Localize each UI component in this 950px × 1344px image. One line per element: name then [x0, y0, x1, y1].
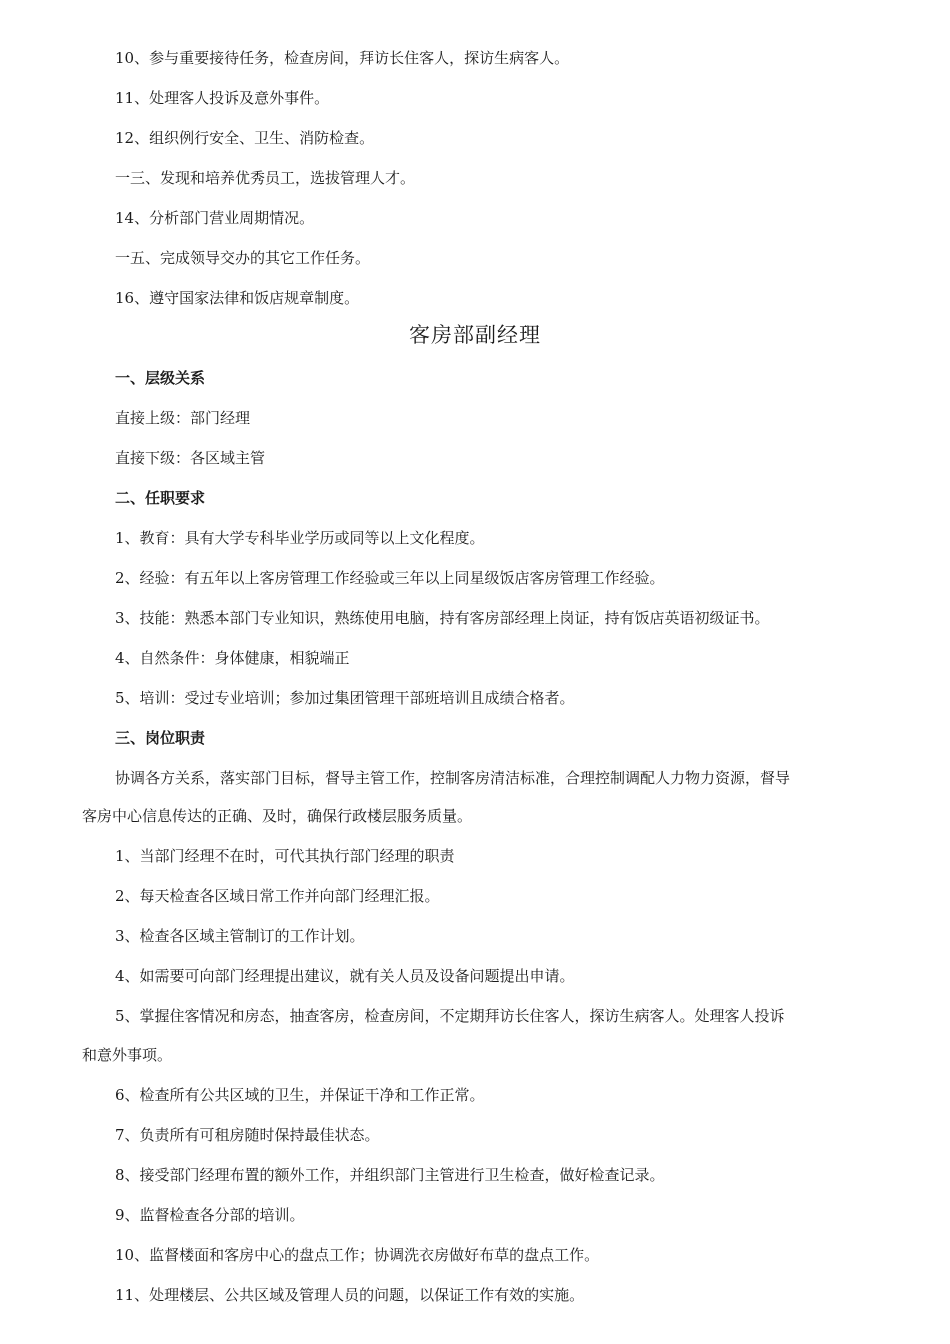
duty-item: 一三、发现和培养优秀员工，选拔管理人才。: [115, 169, 416, 187]
requirement-item: 5、培训：受过专业培训；参加过集团管理干部班培训且成绩合格者。: [115, 689, 575, 707]
requirement-item: 2、经验：有五年以上客房管理工作经验或三年以上同星级饭店客房管理工作经验。: [115, 569, 665, 587]
duty-intro-continued: 客房中心信息传达的正确、及时，确保行政楼层服务质量。: [82, 807, 473, 825]
duty-item: 10、参与重要接待任务，检查房间，拜访长住客人，探访生病客人。: [115, 49, 570, 67]
section-heading: 一、层级关系: [115, 369, 206, 387]
duty-item: 10、监督楼面和客房中心的盘点工作；协调洗衣房做好布草的盘点工作。: [115, 1246, 600, 1264]
page-title: 客房部副经理: [409, 323, 541, 347]
duty-item: 11、处理楼层、公共区域及管理人员的问题，以保证工作有效的实施。: [115, 1286, 585, 1304]
relation-line: 直接上级：部门经理: [115, 409, 251, 427]
duty-item: 一五、完成领导交办的其它工作任务。: [115, 249, 371, 267]
duty-item: 7、负责所有可租房随时保持最佳状态。: [115, 1126, 380, 1144]
duty-item: 9、监督检查各分部的培训。: [115, 1206, 305, 1224]
section-heading: 二、任职要求: [115, 489, 206, 507]
duty-item: 6、检查所有公共区域的卫生，并保证干净和工作正常。: [115, 1086, 485, 1104]
duty-item: 5、掌握住客情况和房态，抽查客房，检查房间，不定期拜访长住客人，探访生病客人。处理客人投诉: [115, 1007, 785, 1025]
duty-item: 3、检查各区域主管制订的工作计划。: [115, 927, 365, 945]
requirement-item: 3、技能：熟悉本部门专业知识，熟练使用电脑，持有客房部经理上岗证，持有饭店英语初级证书。: [115, 609, 770, 627]
duty-item: 2、每天检查各区域日常工作并向部门经理汇报。: [115, 887, 440, 905]
duty-item: 8、接受部门经理布置的额外工作，并组织部门主管进行卫生检查，做好检查记录。: [115, 1166, 665, 1184]
duty-intro: 协调各方关系，落实部门目标，督导主管工作，控制客房清洁标准，合理控制调配人力物力资源，督导: [115, 769, 791, 787]
duty-item: 12、组织例行安全、卫生、消防检查。: [115, 129, 375, 147]
section-heading: 三、岗位职责: [115, 729, 206, 747]
duty-item: 16、遵守国家法律和饭店规章制度。: [115, 289, 360, 307]
requirement-item: 4、自然条件：身体健康，相貌端正: [115, 649, 350, 667]
duty-item: 11、处理客人投诉及意外事件。: [115, 89, 330, 107]
duty-item: 14、分析部门营业周期情况。: [115, 209, 315, 227]
duty-item-continued: 和意外事项。: [82, 1046, 173, 1064]
relation-line: 直接下级：各区域主管: [115, 449, 266, 467]
duty-item: 1、当部门经理不在时，可代其执行部门经理的职责: [115, 847, 455, 865]
duty-item: 4、如需要可向部门经理提出建议，就有关人员及设备问题提出申请。: [115, 967, 575, 985]
requirement-item: 1、教育：具有大学专科毕业学历或同等以上文化程度。: [115, 529, 485, 547]
